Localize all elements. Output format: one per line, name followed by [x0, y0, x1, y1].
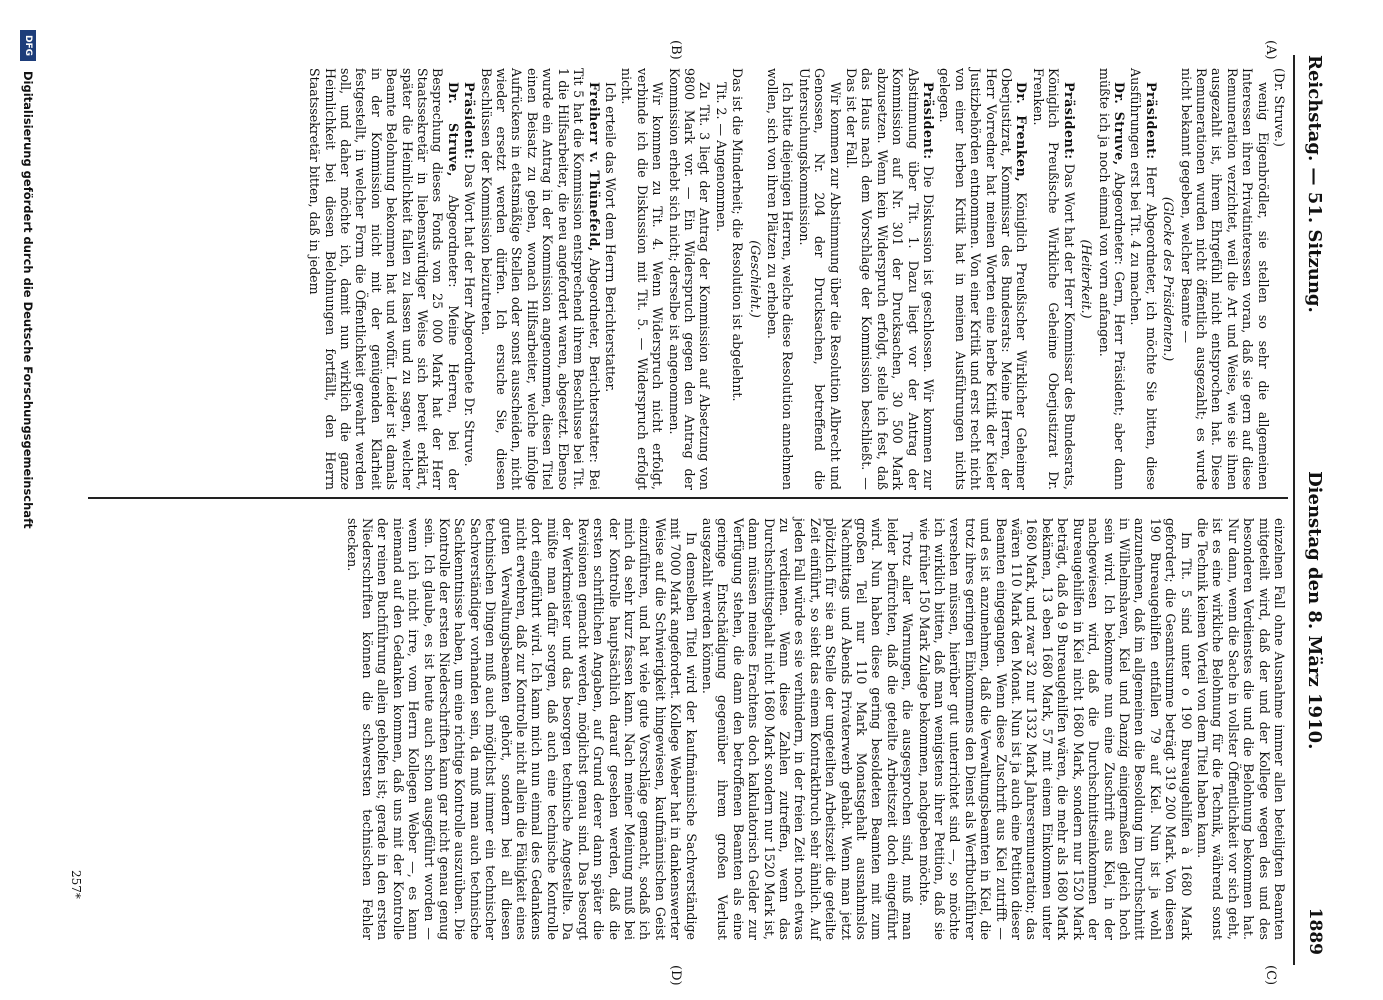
speech-text: Abgeordneter, Berichterstatter: Bei Tit 5 hat die Kommission entsprechend ihrem Beschlusse bei Tit. 1 die Hilfsarbeiter, die neu angefordert waren, abgesetzt. Ebenso wurde ein Antrag in der Kommission angenommen, diesen Titel einen Beisatz zu geben, wonach Hilfsarbeiter, welche infolge Aufrückens in etatsmäßige Stellen oder sonst ausscheiden, nicht wieder ersetzt werden dürfen. Ich ersuche Sie, diesen Beschlüssen der Kommission beizutreten.: [478, 68, 602, 490]
column-divider: [88, 497, 1288, 499]
margin-mark-d: (D): [668, 965, 683, 986]
speech-paragraph: [307, 68, 461, 490]
credit-text: Digitalisierung gefördert durch die Deutsche Forschungsgemeinschaft: [21, 71, 35, 529]
text-paragraph: Im Tit. 5 sind unter o 190 Bureaugehilfen à 1680 Mark gefordert; die Gesamtsumme beträgt 319 200 Mark. Von diesen 190 Bureaugehilfen entfallen 79 auf Kiel. Nun ist ja wohl anzunehmen, daß im allgemeinen die Besoldung im Durchschnitt in Wilhelmshaven, Kiel und Danzig einigermaßen gleich hoch sein wird. Ich bekomme nun eine Zuschrift aus Kiel, in der nachgewiesen wird, daß die Durchschnittseinkommen der Bureaugehilfen in Kiel nicht 1680 Mark, sondern nur 1520 Mark beträgt, daß da 9 Bureaugehilfen wären, die mehr als 1680 Mark bekämen, 13 eben 1680 Mark, 57 mit einem Einkommen unter 1680 Mark, und zwar 32 nur 1332 Mark Jahresremuneration; das wären 110 Mark den Monat. Nun ist ja auch eine Petition dieser Beamten eingegangen. Wenn diese Zuschrift aus Kiel zutrifft — und es ist anzunehmen, daß die Verwaltungsbeamten in Kiel, die trotz ihres geringen Einkommens den Dienst als Werftbuchführer versehen müssen, hierüber gut unterrichtet sind —, so möchte ich wirklich bitten, daß man wenigstens ihrer Petition, daß sie wie früher 150 Mark Zulage bekommen, nachgeben möchte.: [916, 518, 1194, 940]
header-left: Reichstag. — 51. Sitzung.: [1304, 55, 1326, 313]
header-center: Dienstag den 8. März 1910.: [1304, 471, 1326, 750]
text-paragraph: In demselben Titel wird der kaufmännische Sachverständige mit 7000 Mark angefordert. Kollege Weber hat in dankenswerter Weise auf die Schwierigkeit hingewiesen, kaufmännischen Geist einzuführen, und hat viele gute Vorschläge gemacht, sodaß ich mich da sehr kurz fassen kann. Nach meiner Meinung muß bei der Kontrolle hauptsächlich darauf gesehen werden, daß die ersten schriftlichen Angaben, auf Grund derer dann später die Revisionen gemacht werden, möglichst genau sind. Das besorgt der Werkmeister und das besorgen technische Angestellte. Da müßte man dafür sorgen, daß auch eine technische Kontrolle dort eingeführt wird. Ich kann mich nun einmal des Gedankens nicht erwehren, daß zur Kontrolle nicht allein die Fähigkeit eines guten Verwaltungsbeamten gehört, sondern bei all diesen technischen Dingen muß auch möglichst immer ein technischer Sachverständiger vorhanden sein, da muß man auch technische Sachkenntnisse haben, um eine richtige Kontrolle auszuüben. Die Kontrolle der ersten Niederschriften kann gar nicht genau genug sein. Ich glaube, es ist heute auch schon ausgeführt worden — wenn ich nicht irre, vom Herrn Kollegen Weber —, es kann niemand auf den Gedanken kommen, daß uns mit der Kontrolle der reinen Buchführung allein geholfen ist; gerade in den ersten Niederschriften können die schwersten technischen Fehler stecken.: [344, 518, 699, 940]
speech-paragraph: [1031, 68, 1077, 490]
stage-direction: (Geschieht.): [747, 240, 763, 318]
speech-text: Das Wort hat der Herr Kommissar des Bundesrats, Königlich Preußische Wirkliche Geheime Oberjustizrat Dr. Frenken.: [1030, 68, 1077, 490]
digitization-credit: [13, 30, 43, 970]
page-header: [1295, 55, 1335, 955]
speech-paragraph: [1128, 68, 1159, 490]
speaker-name: Dr. Struve,: [445, 82, 461, 177]
left-text-column: [306, 68, 1287, 490]
speech-text: Herr Abgeordneter, ich möchte Sie bitten, diese Ausführungen erst bei Tit. 4 zu machen.: [1128, 68, 1159, 490]
page-number: 1889: [1305, 907, 1325, 955]
text-paragraph: Zu Tit. 3 liegt der Antrag der Kommission auf Absetzung von 9800 Mark vor. — Ein Widerspruch gegen den Antrag der Kommission erhebt sich nicht; derselbe ist angenommen.: [666, 68, 713, 490]
speech-text: Abgeordneter: Meine Herren, bei der Besprechung dieses Fonds von 25 000 Mark hat der Herr Staatssekretär in liebenswürdiger Weise sich bereit erklärt, später die Heimlichkeit fallen zu lassen und zu sagen, welcher Beamte Belohnung bekommen hat und wofür. Leider ist damals in der Kommission nicht mit der genügenden Klarheit festgestellt, in welcher Form die Öffentlichkeit gewahrt werden soll, und daher möchte ich, damit nun wirklich die ganze Heimlichkeit bei diesen Belohnungen fortfällt, den Herrn Staatssekretär bitten, daß in jedem: [307, 68, 461, 491]
dfg-logo: DFG: [20, 30, 36, 61]
margin-mark-c: (C): [1263, 965, 1278, 986]
stage-direction: (Heiterkeit.): [1079, 239, 1095, 319]
speaker-name: Präsident:: [1143, 82, 1159, 160]
speaker-name: Präsident:: [921, 82, 937, 160]
margin-mark-b: (B): [668, 40, 683, 60]
right-text-column: [343, 518, 1287, 940]
speech-text: Abgeordneter: Gern, Herr Präsident; aber dann müßte ich ja noch einmal von vorn anfangen.: [1096, 68, 1127, 490]
speech-paragraph: [844, 68, 936, 490]
speaker-name: Freiherr v. Thünefeld,: [586, 82, 602, 252]
header-rule: [1293, 55, 1295, 965]
speaker-name: Präsident:: [462, 82, 478, 160]
speaker-name: Dr. Struve,: [1111, 82, 1127, 166]
text-paragraph: Das ist die Minderheit; die Resolution ist abgelehnt.: [730, 68, 746, 402]
speaker-name: Dr. Frenken,: [1014, 82, 1030, 183]
text-paragraph: (Dr. Struve.): [1272, 68, 1287, 147]
signature-mark: 257*: [69, 870, 83, 899]
speech-paragraph: [478, 68, 601, 490]
text-paragraph: Ich erteile das Wort dem Herrn Berichterstatter.: [602, 82, 618, 393]
speech-text: Königlich Preußischer Wirklicher Geheimer Oberjustizrat, Kommissar des Bundesrats: Meine Herren, der Herr Vorredner hat meinen Worten eine herbe Kritik der Kieler Justizbehörden entnommen. Von einer Kritik und erst recht nicht von einer herben Kritik hat in meinen Ausführungen nichts gelegen.: [937, 68, 1030, 490]
text-paragraph: einzelnen Fall ohne Ausnahme immer allen beteiligten Beamten mitgeteilt wird, daß der und der Kollege wegen des und des besonderen Verdienstes die und die Belohnung bekommen hat. Nur dann, wenn die Sache in vollster Öffentlichkeit vor sich geht, ist es eine wirkliche Belohnung für die Technik, während sonst die Technik keinen Vorteil von dem Titel haben kann.: [1194, 518, 1287, 940]
speech-text: Die Diskussion ist geschlossen. Wir kommen zur Abstimmung über Tit. 1. Dazu liegt vor der Antrag der Kommission auf Nr. 301 der Drucksachen, 30 500 Mark abzusetzen. Wenn kein Widerspruch erfolgt, stelle ich fest, daß das Haus nach dem Vorschlage der Kommission beschließt. — Das ist der Fall.: [844, 68, 937, 490]
speech-text: Das Wort hat der Herr Abgeordnete Dr. Struve.: [462, 163, 478, 467]
text-paragraph: Wir kommen zu Tit. 4. Wenn Widerspruch nicht erfolgt, verbinde ich die Diskussion mit Tit. 5. — Widerspruch erfolgt nicht.: [619, 68, 666, 490]
speech-paragraph: [1096, 68, 1127, 490]
speaker-name: Präsident:: [1061, 82, 1077, 160]
text-paragraph: Ich bitte diejenigen Herren, welche diese Resolution annehmen wollen, sich von ihren Plätzen zu erheben.: [765, 68, 796, 490]
margin-mark-a: (A): [1263, 40, 1278, 60]
text-paragraph: wenig Eigenbrödler, sie stellen so sehr die allgemeinen Interessen ihren Privatinteressen voran, daß sie gern auf diese Remuneration verzichtet, weil die Art und Weise, wie sie ihnen ausgezahlt ist, ihrem Ehrgefühl nicht entsprochen hat. Diese Remunerationen wurden nicht öffentlich ausgezahlt; es wurde nicht bekannt gegeben, welcher Beamte —: [1178, 68, 1271, 490]
text-paragraph: Trotz aller Warnungen, die ausgesprochen sind, muß man leider befürchten, daß die geteilte Arbeitszeit doch eingeführt wird. Nun haben diese gering besoldeten Beamten mit zum großen Teil nur 110 Mark Monatsgehalt ausnahmslos Nachmittags und Abends Privaterwerb gehabt. Wenn man jetzt plötzlich für sie an Stelle der ungeteilten Arbeitszeit die geteilte Zeit einführt, so sieht das einem Kontraktbruch sehr ähnlich. Auf jeden Fall würde es sie verhindern, in der freien Zeit noch etwas zu verdienen. Wenn diese Zahlen zutreffen, wenn das Durchschnittsgehalt nicht 1680 Mark sondern nur 1520 Mark ist, dann müssen meines Erachtens doch kalkulatorisch Gelder zur Verfügung stehen, die dann den betroffenen Beamten als eine geringe Entschädigung gegenüber ihrem großen Verlust ausgezahlt werden können.: [699, 518, 916, 940]
speech-paragraph: [937, 68, 1029, 490]
text-paragraph: Tit. 2. — Angenommen.: [713, 82, 729, 232]
speech-paragraph: [462, 68, 477, 490]
stage-direction: (Glocke des Präsidenten.): [1161, 196, 1177, 362]
text-paragraph: Wir kommen zur Abstimmung über die Resolution Albrecht und Genossen, Nr. 204 der Drucksachen, betreffend die Untersuchungskommission.: [796, 68, 843, 490]
